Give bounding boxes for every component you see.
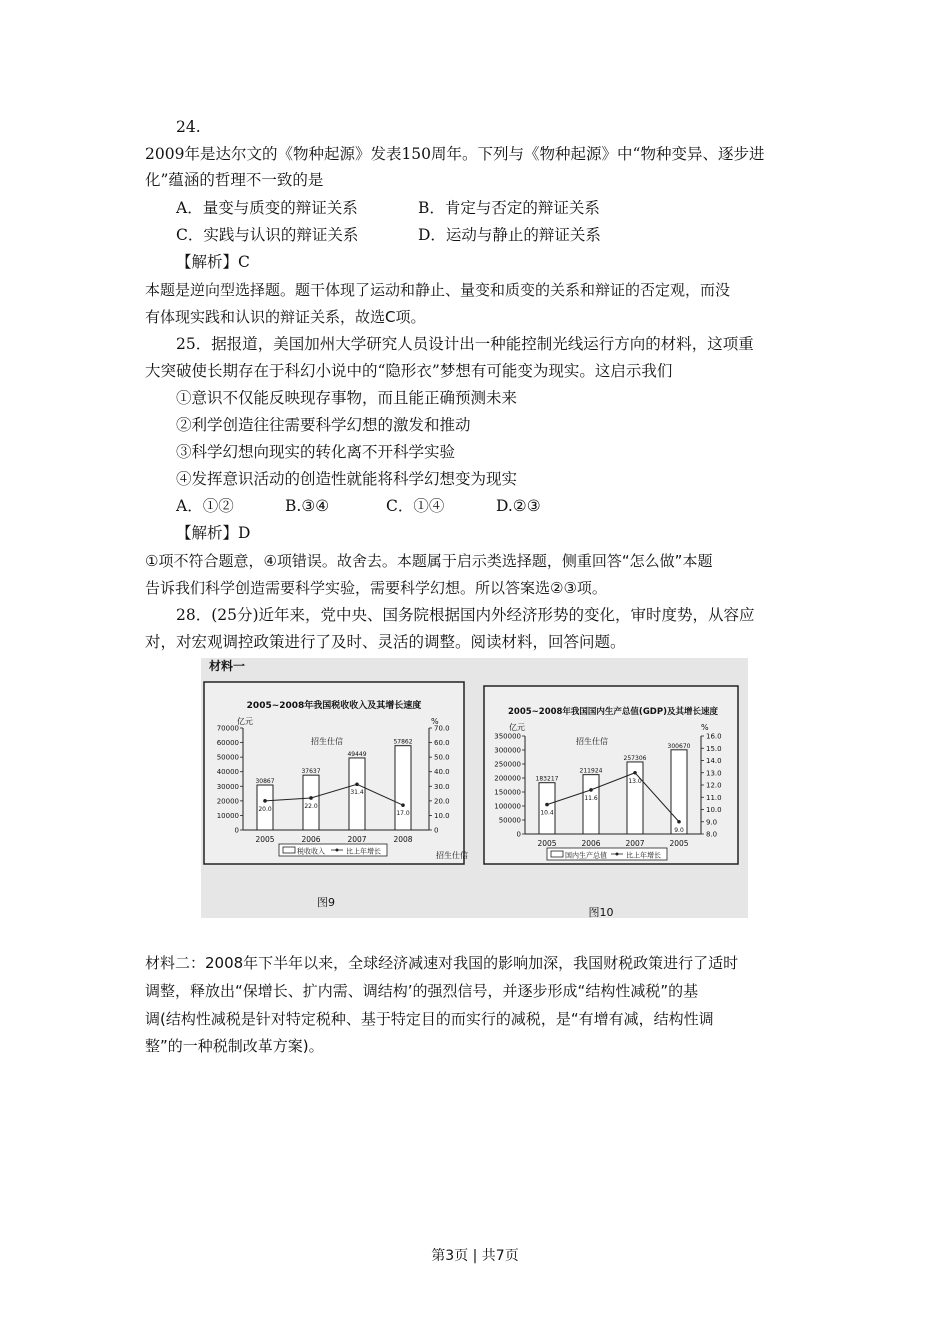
question-25-stem-line2: 大突破使长期存在于科幻小说中的“隐形衣”梦想有可能变为现实。这启示我们 [145, 362, 673, 380]
chart-1-caption: 图9 [317, 896, 335, 909]
chart-2-category-label: 2006 [581, 839, 601, 848]
chart-2-caption: 图10 [588, 906, 614, 918]
material-1-figure [201, 658, 748, 918]
question-24-option-d: D．运动与静止的辩证关系 [418, 226, 601, 244]
chart-1-category-label: 2008 [393, 835, 413, 844]
chart-1-legend-line: 比上年增长 [346, 847, 381, 856]
chart-2-left-unit: 亿元 [509, 723, 525, 732]
material-2-line1: 材料二：2008年下半年以来，全球经济减速对我国的影响加深，我国财税政策进行了适时 [145, 954, 739, 972]
chart-2-legend-bar-swatch [551, 851, 563, 857]
chart-1-growth-point [355, 782, 359, 786]
chart-2-right-tick-label: 11.0 [706, 793, 722, 802]
chart-2-left-tick-label: 0 [516, 830, 521, 839]
question-24-explanation-line2: 有体现实践和认识的辩证关系，故选C项。 [145, 308, 426, 326]
chart-1-left-tick-label: 20000 [216, 797, 239, 806]
chart-2-bar-label: 257306 [623, 754, 647, 762]
question-25-option-b: B.③④ [285, 497, 330, 515]
chart-1-right-tick-label: 10.0 [434, 811, 450, 820]
chart-1-category-label: 2007 [347, 835, 367, 844]
question-25-answer: 【解析】D [176, 524, 251, 542]
material-1-label: 材料一 [209, 659, 246, 673]
chart-1-bar-label: 37637 [301, 768, 321, 776]
chart-2-right-tick-label: 16.0 [706, 732, 722, 741]
question-28-stem-line1: 28．(25分)近年来，党中央、国务院根据国内外经济形势的变化，审时度势，从容应 [176, 606, 755, 624]
chart-2-growth-point [589, 788, 593, 792]
material-1-charts [201, 658, 748, 918]
chart-1-right-tick-label: 30.0 [434, 782, 450, 791]
chart-1-left-tick-label: 30000 [216, 782, 239, 791]
question-24-option-c: C．实践与认识的辩证关系 [176, 226, 359, 244]
question-25-explanation-line2: 告诉我们科学创造需要科学实验，需要科学幻想。所以答案选②③项。 [145, 579, 607, 597]
chart-1-left-tick-label: 60000 [216, 739, 239, 748]
chart-2-right-tick-label: 12.0 [706, 781, 722, 790]
chart-2-bar [583, 775, 599, 834]
chart-2-bar-label: 300670 [667, 742, 691, 750]
page-footer: 第3页 | 共7页 [431, 1248, 519, 1264]
question-24-stem-line1: 2009年是达尔文的《物种起源》发表150周年。下列与《物种起源》中“物种变异、逐步进 [145, 145, 765, 163]
chart-1-bar [395, 746, 411, 830]
chart-2-growth-label: 10.4 [540, 809, 554, 817]
chart-2-legend-line-marker [616, 853, 619, 856]
chart-2-category-label: 2005 [537, 839, 557, 848]
chart-1-title: 2005~2008年我国税收收入及其增长速度 [246, 701, 422, 711]
chart-2-growth-label: 13.0 [628, 777, 642, 785]
chart-2-left-tick-label: 250000 [494, 760, 521, 769]
chart-2-right-tick-label: 14.0 [706, 757, 722, 765]
chart-1-left-tick-label: 50000 [216, 753, 239, 762]
chart-1-right-tick-label: 70.0 [434, 724, 450, 733]
tax-revenue-chart [204, 682, 468, 909]
chart-2-title: 2005~2008年我国国内生产总值(GDP)及其增长速度 [508, 707, 718, 717]
chart-2-category-label: 2007 [625, 839, 645, 848]
chart-1-bar-label: 57862 [393, 738, 413, 746]
chart-1-right-tick-label: 40.0 [434, 768, 450, 777]
question-24-option-a: A．量变与质变的辩证关系 [176, 199, 358, 217]
chart-1-left-tick-label: 70000 [216, 724, 239, 733]
question-25-option-a: A．①② [176, 497, 234, 515]
chart-1-growth-label: 22.0 [304, 802, 318, 810]
chart-1-right-tick-label: 50.0 [434, 753, 450, 762]
question-24-explanation-line1: 本题是逆向型选择题。题干体现了运动和静止、量变和质变的关系和辩证的否定观，而没 [145, 281, 731, 299]
chart-2-left-tick-label: 200000 [494, 774, 521, 783]
chart-2-right-tick-label: 8.0 [706, 830, 718, 839]
chart-2-watermark: 招生仕信 [576, 737, 608, 746]
chart-1-legend-bar-swatch [283, 847, 295, 853]
chart-2-left-tick-label: 50000 [498, 816, 521, 825]
chart-1-left-unit: 亿元 [237, 717, 253, 726]
chart-2-bar [539, 783, 555, 834]
chart-2-left-tick-label: 150000 [494, 788, 521, 797]
chart-1-watermark-2: 招生仕信 [436, 851, 468, 860]
chart-2-bar-label: 211924 [579, 767, 603, 775]
chart-2-right-tick-label: 15.0 [706, 744, 722, 753]
question-25-item-4: ④发挥意识活动的创造性就能将科学幻想变为现实 [176, 470, 518, 488]
chart-2-growth-point [545, 803, 549, 807]
chart-2-category-label: 2005 [669, 839, 689, 848]
chart-2-right-tick-label: 9.0 [706, 818, 718, 827]
chart-1-watermark: 招生仕信 [311, 737, 343, 746]
question-25-option-d: D.②③ [496, 497, 541, 515]
chart-1-growth-label: 20.0 [258, 805, 272, 813]
chart-2-growth-label: 11.6 [584, 794, 598, 802]
chart-1-growth-label: 17.0 [396, 810, 410, 818]
chart-1-category-label: 2005 [255, 835, 275, 844]
chart-2-left-tick-label: 300000 [494, 746, 521, 755]
chart-1-growth-label: 31.4 [350, 789, 364, 797]
chart-1-bar-label: 30867 [255, 778, 275, 786]
chart-2-bar-label: 183217 [535, 775, 559, 783]
gdp-chart [484, 686, 738, 918]
question-25-item-2: ②利学创造往往需要科学幻想的激发和推动 [176, 416, 471, 434]
chart-1-right-tick-label: 60.0 [434, 739, 450, 748]
chart-1-right-tick-label: 0 [434, 826, 439, 835]
material-2-line4: 整”的一种税制改革方案)。 [145, 1037, 324, 1055]
chart-2-left-tick-label: 100000 [494, 802, 521, 811]
chart-2-growth-point [677, 820, 681, 824]
chart-1-legend-line-marker [336, 849, 339, 852]
chart-2-right-tick-label: 13.0 [706, 769, 722, 778]
question-25-explanation-line1: ①项不符合题意，④项错误。故舍去。本题属于启示类选择题，侧重回答“怎么做”本题 [145, 552, 713, 570]
chart-2-right-tick-label: 10.0 [706, 806, 722, 814]
question-24-option-b: B．肯定与否定的辩证关系 [418, 199, 600, 217]
chart-2-right-unit: % [701, 723, 709, 732]
chart-1-legend-bar: 税收收入 [297, 847, 325, 856]
chart-1-left-tick-label: 0 [234, 826, 239, 835]
chart-1-right-unit: % [431, 717, 439, 726]
question-25-option-c: C．①④ [386, 497, 445, 515]
chart-2-growth-point [633, 771, 637, 775]
question-25-stem-line1: 25．据报道，美国加州大学研究人员设计出一种能控制光线运行方向的材料，这项重 [176, 335, 754, 353]
chart-2-legend-line: 比上年增长 [626, 851, 661, 860]
material-2-line3: 调(结构性减税是针对特定税种、基于特定目的而实行的减税，是“有增有减，结构性调 [145, 1010, 714, 1028]
question-24-number: 24. [176, 118, 201, 136]
chart-2-left-tick-label: 350000 [494, 732, 521, 741]
chart-1-right-tick-label: 20.0 [434, 797, 450, 806]
chart-1-growth-point [309, 796, 313, 800]
question-24-answer: 【解析】C [176, 253, 250, 271]
chart-2-legend-bar: 国内生产总值 [565, 851, 607, 860]
chart-2-growth-label: 9.0 [674, 826, 684, 834]
material-2-line2: 调整，释放出“保增长、扩内需、调结构’的强烈信号，并逐步形成“结构性减税”的基 [145, 982, 699, 1000]
chart-1-growth-point [263, 799, 267, 803]
question-28-stem-line2: 对，对宏观调控政策进行了及时、灵活的调整。阅读材料，回答问题。 [145, 633, 626, 651]
chart-1-left-tick-label: 10000 [216, 811, 239, 820]
chart-1-left-tick-label: 40000 [216, 768, 239, 777]
chart-1-growth-point [401, 803, 405, 807]
question-24-stem-line2: 化”蕴涵的哲理不一致的是 [145, 171, 324, 189]
question-25-item-3: ③科学幻想向现实的转化离不开科学实验 [176, 443, 456, 461]
chart-1-bar-label: 49449 [347, 750, 367, 758]
question-25-item-1: ①意识不仅能反映现存事物，而且能正确预测未来 [176, 389, 518, 407]
chart-1-category-label: 2006 [301, 835, 321, 844]
